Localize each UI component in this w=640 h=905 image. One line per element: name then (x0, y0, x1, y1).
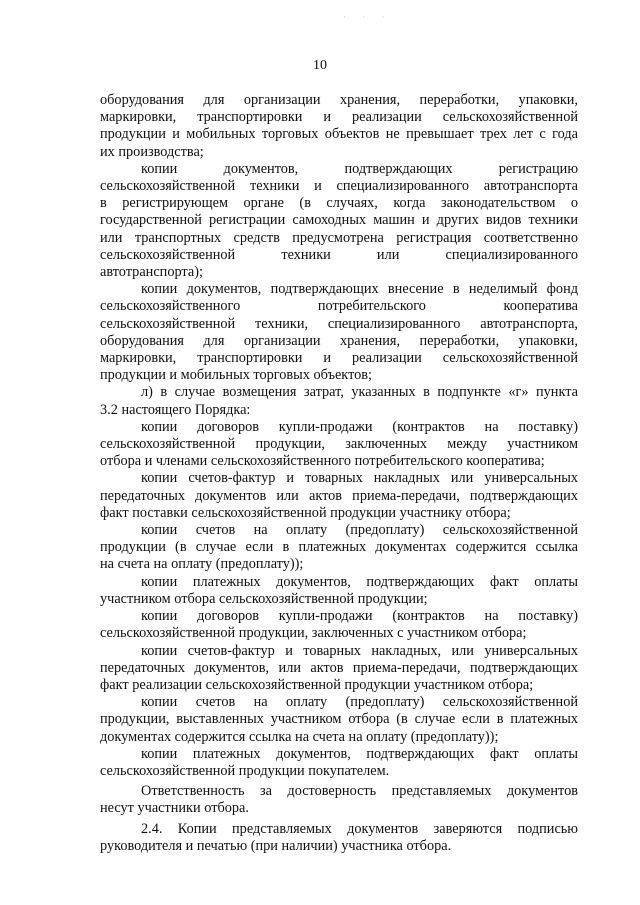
paragraph-indivisible-fund (100, 281, 578, 384)
paragraph-purchase-contracts (100, 419, 578, 471)
text-line: копии счетов на оплату (предоплату) сельскохозяйственной (141, 522, 578, 539)
paragraph-equipment-continuation (100, 92, 578, 161)
text-line: 3.2 настоящего Порядка: (100, 401, 251, 418)
text-line: Ответственность за достоверность представляемых документов (141, 783, 578, 800)
text-line: сельскохозяйственной продукции, заключенных между участником (100, 436, 578, 453)
paragraph-2-4-certification (100, 821, 578, 855)
text-line: копии договоров купли-продажи (контрактов на поставку) (141, 418, 578, 435)
text-line: оборудования для организации хранения, переработки, упаковки, (100, 332, 578, 349)
text-line: сельскохозяйственной техники, специализированного автотранспорта, (100, 315, 578, 332)
text-line: государственной регистрации самоходных машин и других видов техники (100, 212, 578, 229)
text-line: сельскохозяйственной техники или специализированного (100, 246, 578, 263)
text-line: несут участники отбора. (100, 800, 249, 817)
text-line: копии документов, подтверждающих регистрацию (141, 160, 578, 177)
text-line: л) в случае возмещения затрат, указанных в подпункте «г» пункта (141, 384, 578, 401)
text-line: копии договоров купли-продажи (контрактов на поставку) (141, 608, 578, 625)
text-line: передаточных документов или актов приема-передачи, подтверждающих (100, 487, 578, 504)
text-line: факт поставки сельскохозяйственной продукции участнику отбора; (100, 504, 511, 521)
text-line: сельскохозяйственной продукции, заключенных с участником отбора; (100, 625, 527, 642)
text-line: сельскохозяйственной техники и специализированного автотранспорта (100, 178, 578, 195)
paragraph-issued-bills (100, 694, 578, 746)
text-line: продукции и мобильных торговых объектов не превышает трех лет с года (100, 126, 578, 143)
text-line: продукции, выставленных участником отбора (в случае если в платежных (100, 711, 578, 728)
text-line: автотранспорта); (100, 264, 203, 281)
paragraph-responsibility (100, 783, 578, 817)
text-line: отбора и членами сельскохозяйственного потребительского кооператива; (100, 453, 545, 470)
text-line: копии счетов-фактур и товарных накладных, или универсальных (141, 642, 578, 659)
text-line: руководителя и печатью (при наличии) участника отбора. (100, 837, 452, 854)
paragraph-item-l (100, 384, 578, 418)
text-line: продукции (в случае если в платежных документах содержится ссылка (100, 539, 578, 556)
text-line: или транспортных средств предусмотрена регистрация соответственно (100, 229, 578, 246)
text-line: маркировки, транспортировки и реализации сельскохозяйственной (100, 109, 578, 126)
text-line: в регистрирующем органе (в случаях, когда законодательством о (100, 195, 578, 212)
paragraph-payment-bills (100, 522, 578, 574)
text-line: копии платежных документов, подтверждающих факт оплаты (141, 573, 578, 590)
paragraph-invoices-sale (100, 643, 578, 695)
text-line: на счета на оплату (предоплату)); (100, 556, 304, 573)
text-line: сельскохозяйственного потребительского кооператива (100, 298, 578, 315)
paragraph-buyer-payment (100, 746, 578, 780)
paragraph-payment-documents (100, 574, 578, 608)
text-line: маркировки, транспортировки и реализации сельскохозяйственной (100, 350, 578, 367)
text-line: копии счетов-фактур и товарных накладных или универсальных (141, 470, 578, 487)
document-body (100, 92, 578, 855)
text-line: документах содержится ссылка на счета на оплату (предоплату)); (100, 728, 499, 745)
paragraph-invoices-supply (100, 470, 578, 522)
text-line: сельскохозяйственной продукции покупателем. (100, 762, 390, 779)
text-line: копии счетов на оплату (предоплату) сельскохозяйственной (141, 694, 578, 711)
text-line: передаточных документов, или актов приема-передачи, подтверждающих (100, 659, 578, 676)
text-line: оборудования для организации хранения, переработки, упаковки, (100, 92, 578, 108)
paragraph-registration-copies (100, 161, 578, 281)
text-line: продукции и мобильных торговых объектов; (100, 367, 372, 384)
text-line: факт реализации сельскохозяйственной продукции участником отбора; (100, 676, 534, 693)
text-line: их производства; (100, 143, 204, 160)
text-line: копии платежных документов, подтверждающих факт оплаты (141, 745, 578, 762)
text-line: участником отбора сельскохозяйственной продукции; (100, 590, 428, 607)
text-line: копии документов, подтверждающих внесение в неделимый фонд (141, 281, 578, 298)
paragraph-sale-contracts (100, 608, 578, 642)
scan-dots: · · · (343, 12, 392, 22)
text-line: 2.4. Копии представляемых документов заверяются подписью (141, 820, 578, 837)
page-number: 10 (313, 58, 327, 73)
